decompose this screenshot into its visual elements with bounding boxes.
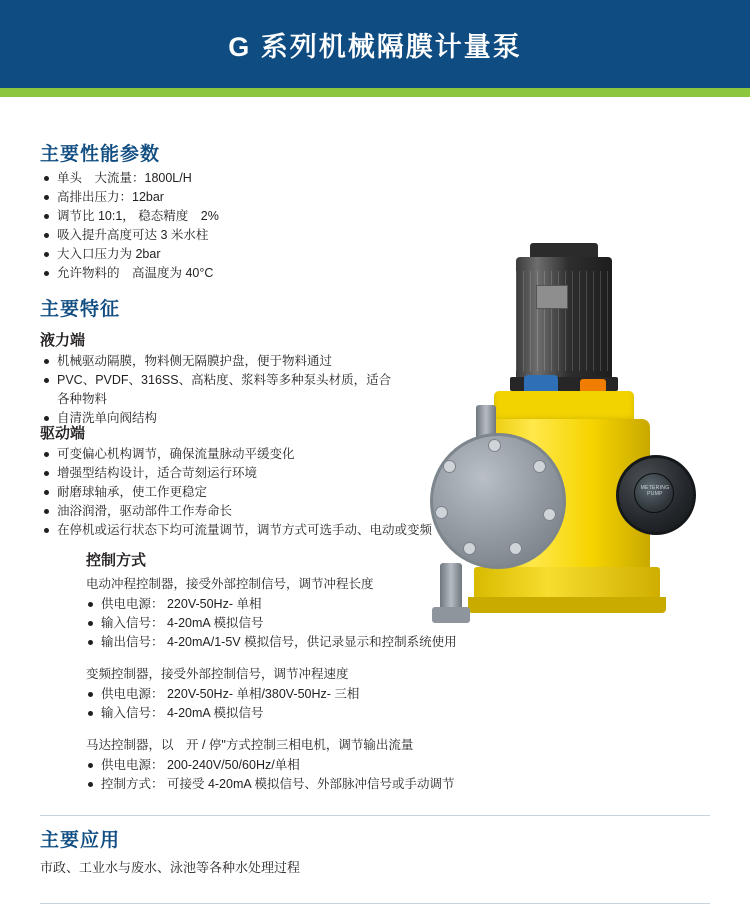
- head-bolt: [533, 460, 546, 473]
- list-item: 大入口压力为 2bar: [42, 245, 372, 264]
- performance-section-title: 主要性能参数: [40, 144, 161, 165]
- list-item: 高排出压力：12bar: [42, 188, 372, 207]
- divider-top: [40, 815, 710, 816]
- suction-valve-cap: [432, 607, 470, 623]
- list-item: 油浴润滑，驱动部件工作寿命长: [42, 502, 462, 521]
- list-item: 机械驱动隔膜，物料侧无隔膜护盘，便于物料通过: [42, 352, 402, 371]
- list-item: 在停机或运行状态下均可流量调节，调节方式可选手动、电动或变频: [42, 521, 462, 540]
- list-item: 供电电源： 220V-50Hz- 单相: [86, 595, 606, 614]
- pump-head-disc: [430, 433, 566, 569]
- list-item: 单头 大流量：1800L/H: [42, 169, 372, 188]
- hydraulic-subsection-title: 液力端: [40, 332, 86, 349]
- performance-list: [42, 169, 372, 283]
- list-item: 输入信号： 4-20mA 模拟信号: [86, 614, 606, 633]
- pump-illustration: [420, 227, 740, 657]
- head-bolt: [443, 460, 456, 473]
- hydraulic-list: [42, 352, 402, 428]
- control-list: [86, 685, 606, 723]
- control-group: [86, 735, 606, 794]
- list-item: 输出信号： 4-20mA/1-5V 模拟信号，供记录显示和控制系统使用: [86, 633, 606, 652]
- head-bolt: [435, 506, 448, 519]
- control-group: [86, 664, 606, 723]
- drive-list: [42, 445, 462, 540]
- list-item: 可变偏心机构调节，确保流量脉动平缓变化: [42, 445, 462, 464]
- list-item: 调节比 10:1， 稳态精度 2%: [42, 207, 372, 226]
- control-list: [86, 756, 606, 794]
- list-item: 允许物料的 高温度为 40°C: [42, 264, 372, 283]
- list-item: 输入信号： 4-20mA 模拟信号: [86, 704, 606, 723]
- head-bolt: [543, 508, 556, 521]
- list-item: 吸入提升高度可达 3 米水柱: [42, 226, 372, 245]
- application-text: 市政、工业水与废水、泳池等各种水处理过程: [40, 860, 301, 875]
- head-bolt: [509, 542, 522, 555]
- control-lead: 电动冲程控制器，接受外部控制信号，调节冲程长度: [86, 577, 374, 591]
- list-item: 控制方式： 可接受 4-20mA 模拟信号、外部脉冲信号或手动调节: [86, 775, 606, 794]
- motor-nameplate: [536, 285, 568, 309]
- head-bolt: [463, 542, 476, 555]
- control-lead: 马达控制器，以 开 / 停"方式控制三相电机，调节输出流量: [86, 738, 414, 752]
- content-area: [0, 97, 750, 875]
- page-title: G 系列机械隔膜计量泵: [228, 31, 522, 62]
- head-bolt: [488, 439, 501, 452]
- application-section-title: 主要应用: [40, 830, 121, 851]
- list-item: 自清洗单向阀结构: [42, 409, 402, 428]
- list-item: 供电电源： 200-240V/50/60Hz/单相: [86, 756, 606, 775]
- knob-label: METERING PUMP: [640, 485, 670, 497]
- features-section-title: 主要特征: [40, 299, 121, 320]
- list-item: 耐磨球轴承，使工作更稳定: [42, 483, 462, 502]
- list-item: PVC、PVDF、316SS、高粘度、浆料等多种泵头材质，适合各种物料: [42, 371, 402, 409]
- header-accent-bar: [0, 88, 750, 97]
- gearbox-base: [474, 567, 660, 599]
- control-section-title: 控制方式: [86, 552, 147, 569]
- pump-foot: [468, 597, 666, 613]
- page-header: [0, 0, 750, 88]
- drive-subsection-title: 驱动端: [40, 425, 86, 442]
- control-lead: 变频控制器，接受外部控制信号，调节冲程速度: [86, 667, 349, 681]
- list-item: 增强型结构设计，适合苛刻运行环境: [42, 464, 462, 483]
- list-item: 供电电源： 220V-50Hz- 单相/380V-50Hz- 三相: [86, 685, 606, 704]
